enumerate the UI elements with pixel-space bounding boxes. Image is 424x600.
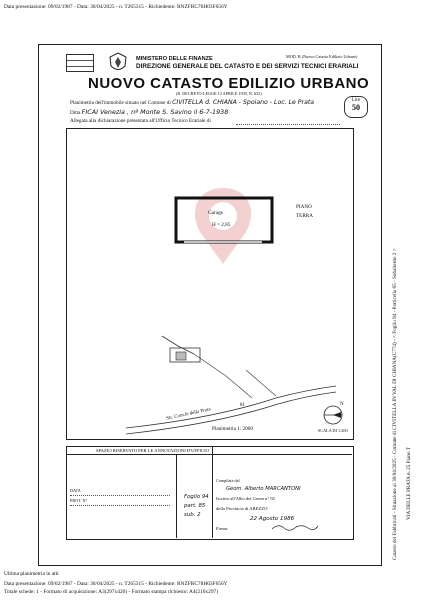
floor-plan-drawing	[66, 128, 352, 438]
fee-badge	[344, 96, 368, 118]
foglio-value: Foglio 94	[184, 494, 209, 500]
emblem-icon	[108, 52, 128, 74]
room-height: H = 2,85	[212, 222, 231, 228]
fee-value: 50	[352, 103, 360, 112]
prot-label: PROT. N°	[70, 498, 88, 503]
last-plan-note: Ultima planimetria in atti	[4, 571, 59, 577]
date-value: 22 Agosto 1986	[250, 516, 295, 522]
footer-divider-1	[176, 454, 177, 538]
footer-divider-2	[212, 446, 213, 538]
compilata-label: Compilata dal	[216, 478, 240, 483]
side-address-text: VIA DELLE PRATA n. 25 Piano T	[406, 447, 412, 520]
data-label: DATA	[70, 488, 81, 493]
fee-label: Lire	[351, 98, 361, 103]
street-label: Str. Com.le della Prata	[165, 407, 212, 422]
comune-value: CIVITELLA d. CHIANA - Spoiano - Loc. Le Prata	[172, 99, 315, 106]
data-underline	[70, 495, 170, 496]
north-label: N	[340, 402, 344, 407]
allegata-line: Allegata alla dichiarazione presentata all'Ufficio Tecnico Erariale di	[70, 118, 211, 124]
direction-label: DIREZIONE GENERALE DEL CATASTO E DEI SERVIZI TECNICI ERARIALI	[136, 63, 359, 70]
albo-line: Iscritto all'Albo dei Geom n° 92	[216, 496, 275, 501]
annotations-header: SPAZIO RISERVATO PER LE ANNOTAZIONI D'UFFICIO	[96, 448, 209, 453]
parcel-ref: 81	[240, 403, 245, 408]
side-cadastral-text: Catasto dei Fabbricati - Situazione al 30/04/2025 - Comune di CIVITELLA IN VAL DI CHIANA(C774) - < Foglio 94 - Particella 85 - Subalterno 2 >	[392, 248, 398, 560]
technician-name: Geom. Alberto MARCANTONI	[226, 486, 301, 492]
north-arrow-icon	[322, 404, 344, 426]
firma-label: Firma:	[216, 526, 229, 531]
location-scale-label: Planimetria 1: 2000	[212, 426, 253, 432]
prot-underline	[70, 505, 170, 506]
mod-label: MOD. B (Nuovo Catasto Edilizio Urbano)	[286, 54, 358, 59]
top-stamp: Data presentazione: 09/02/1987 - Data: 30/04/2025 - n. T265315 - Richiedente: RNZFRC78H03F656Y	[4, 4, 228, 10]
allegata-underline	[236, 124, 340, 125]
part-value: part. 85	[184, 503, 206, 509]
scale-label: SCALA DI 1:200	[318, 428, 348, 433]
floor-label-1: PIANO	[296, 204, 312, 210]
ditta-value: FICAI Venezia , nº Monte S. Savino il 6-7-1938	[81, 108, 229, 116]
bottom-format-stamp: Totale schede: 1 - Formato di acquisizione: A3(297x420) - Formato stampa richiesto: A4(210x297)	[4, 589, 219, 595]
ditta-line	[70, 108, 228, 116]
page-title: NUOVO CATASTO EDILIZIO URBANO	[88, 75, 370, 92]
sub-value: sub. 2	[184, 512, 201, 518]
decree-label: (R. DECRETO-LEGGE 13 APRILE 1939, N. 652)	[176, 91, 262, 96]
ditta-label: Ditta	[70, 110, 81, 116]
floor-label-2: TERRA	[296, 213, 314, 219]
comune-label: Planimetria dell'immobile situato nel Comune di	[70, 100, 171, 106]
room-label: Garage	[208, 210, 223, 216]
provincia-line: della Provincia di AREZZO	[216, 506, 268, 511]
ministry-label: MINISTERO DELLE FINANZE	[136, 56, 213, 62]
comune-line	[70, 99, 314, 106]
bottom-stamp: Data presentazione: 09/02/1987 - Data: 30/04/2025 - n. T265315 - Richiedente: RNZFRC78H03F656Y	[4, 581, 228, 587]
reference-box	[66, 54, 94, 72]
signature	[270, 522, 320, 532]
